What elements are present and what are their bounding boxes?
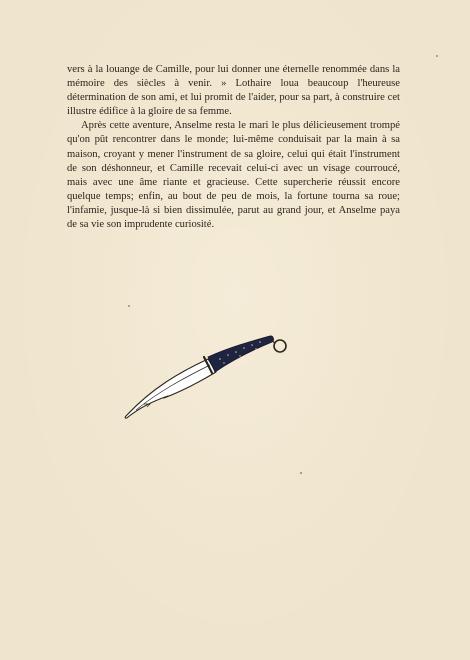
dagger-handle [208, 336, 273, 372]
paper-speck [300, 472, 302, 474]
paragraph-continuation: vers à la louange de Camille, pour lui donner une éternelle renommée dans la mémoire des siècles à venir. » Lothaire loua beaucoup l'heureuse détermination de son ami, et lui promit de l'aider, pour sa part, à construire cet illustre édifice à la gloire de sa femme. [67, 64, 400, 118]
dagger-icon [120, 332, 295, 424]
dagger-blade [125, 359, 216, 418]
paragraph-anselme: Après cette aventure, Anselme resta le mari le plus délicieusement trompé qu'on pût rencontrer dans le monde; lui-même conduisait par la main à sa maison, croyant y mener l'instrument de sa gloire, celui qui était l'instrument de son déshonneur, et Camille recevait celui-ci avec un visage courroucé, mais avec une âme riante et gracieuse. Cette supercherie réussit encore quelque temps; enfin, au bout de peu de mois, la fortune tourna sa roue; l'infamie, jusque-là si bien dissimulée, parut au grand jour, et Anselme paya de sa vie son imprudente curiosité. [67, 120, 400, 231]
paper-speck [128, 305, 130, 307]
body-text [67, 63, 400, 232]
paper-speck [436, 55, 438, 57]
dagger-pommel-ring [274, 340, 286, 352]
